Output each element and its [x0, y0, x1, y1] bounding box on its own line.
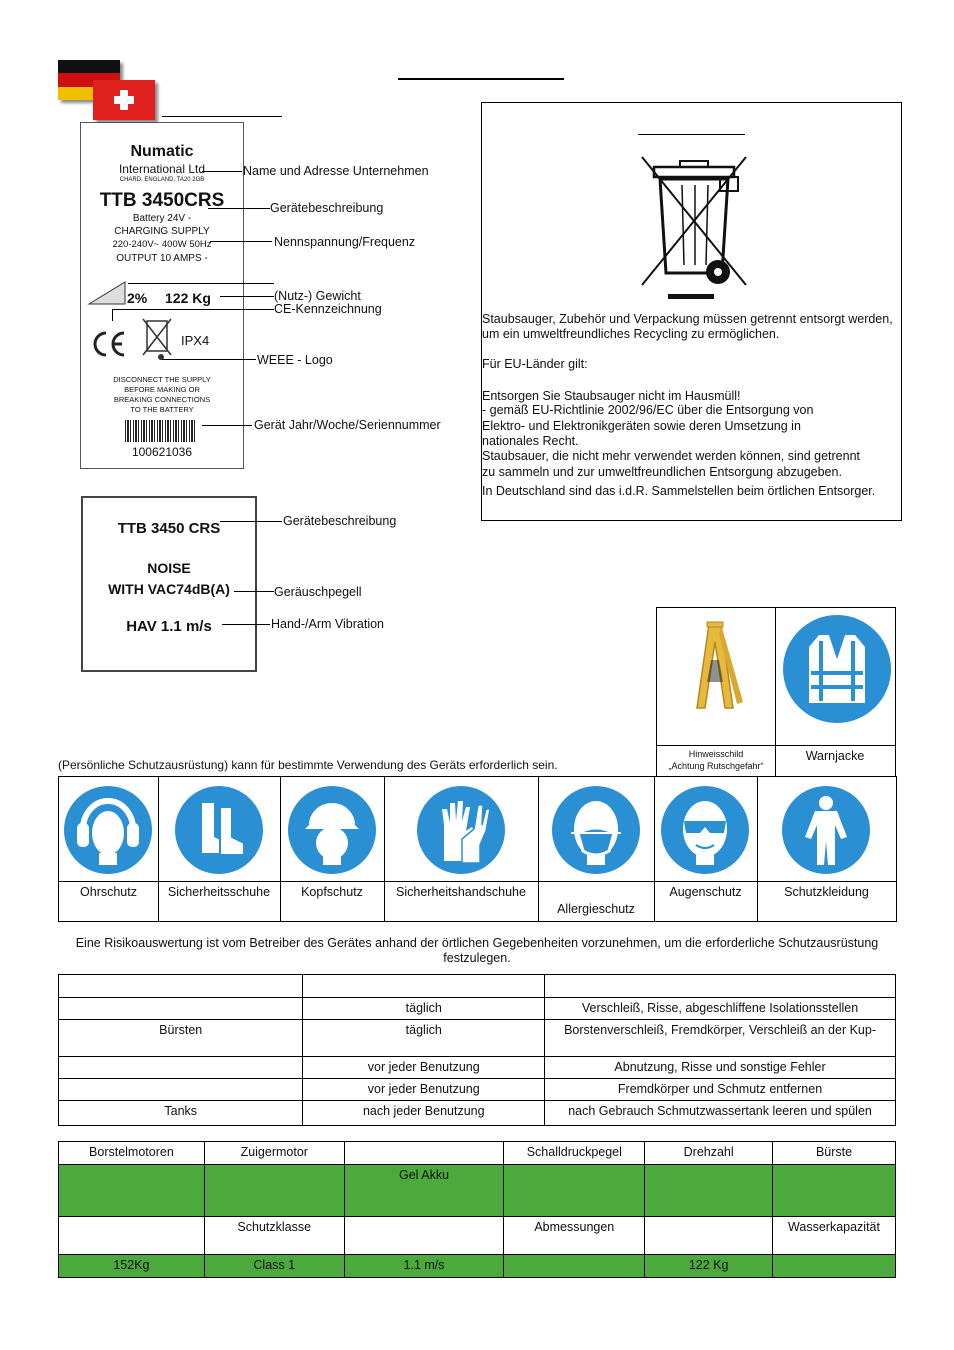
plate-model: TTB 3450CRS	[99, 190, 225, 211]
specs-value-row	[59, 1165, 896, 1217]
hi-vis-vest-icon	[781, 613, 893, 730]
weee-para3-line6: zu sammeln und zur umweltfreundlichen Entsorgung abzugeben.	[482, 465, 842, 479]
plate-output: OUTPUT 10 AMPS -	[116, 253, 208, 264]
weee-para3-line3: Elektro- und Elektronikgeräten sowie deren Umsetzung in	[482, 419, 801, 433]
maintenance-cell: täglich	[303, 1020, 545, 1057]
specs-value-cell: 1.1 m/s	[344, 1255, 504, 1278]
maintenance-cell: nach Gebrauch Schmutzwassertank leeren und spülen	[545, 1101, 896, 1126]
section-underline	[162, 116, 282, 117]
label-weee: WEEE - Logo	[257, 353, 333, 367]
specs-header-cell: Drehzahl	[645, 1142, 773, 1165]
specs-header-cell: Wasserkapazität	[773, 1217, 896, 1255]
maintenance-table	[58, 974, 896, 1126]
noise-hav: HAV 1.1 m/s	[126, 618, 212, 635]
signs-box	[656, 607, 896, 777]
plate-warning-2: BEFORE MAKING OR	[124, 385, 200, 394]
plate-warning-4: TO THE BATTERY	[130, 405, 194, 414]
noise-label-hav: Hand-/Arm Vibration	[271, 617, 385, 631]
ppe-label-clothing: Schutzkleidung	[784, 885, 869, 899]
maintenance-cell: vor jeder Benutzung	[303, 1057, 545, 1079]
maintenance-cell: täglich	[303, 998, 545, 1020]
gradient-icon	[87, 278, 127, 306]
maintenance-cell: Bürsten	[59, 1020, 303, 1057]
weee-para2: Für EU-Länder gilt:	[482, 357, 588, 371]
maintenance-cell: Abnutzung, Risse und sonstige Fehler	[545, 1057, 896, 1079]
maintenance-cell: Verschleiß, Risse, abgeschliffene Isolationsstellen	[545, 998, 896, 1020]
switzerland-flag-icon	[93, 80, 155, 120]
plate-address: CHARD, ENGLAND, TA20 2GB	[119, 177, 205, 183]
page-title-underline	[398, 78, 564, 80]
specs-header-row	[59, 1142, 896, 1165]
ppe-cell-boots	[158, 777, 281, 921]
noise-label-description: Gerätebeschreibung	[283, 514, 397, 528]
maintenance-cell	[59, 1057, 303, 1079]
noise-plate	[81, 496, 257, 672]
label-ce: CE-Kennzeichnung	[274, 302, 382, 316]
ppe-cell-gloves	[384, 777, 539, 921]
plate-serial: 100621036	[131, 445, 193, 459]
ppe-label-gloves: Sicherheitshandschuhe	[396, 885, 526, 899]
specs-header-cell	[59, 1217, 205, 1255]
specs-header-cell: Abmessungen	[504, 1217, 645, 1255]
ppe-grid	[58, 776, 897, 922]
safety-gloves-icon	[416, 785, 506, 875]
weee-para3-line4: nationales Recht.	[482, 434, 579, 448]
plate-weight: 122 Kg	[165, 290, 211, 306]
noise-label-noise: Geräuschpegell	[274, 585, 362, 599]
maintenance-cell	[59, 998, 303, 1020]
head-protection-icon	[287, 785, 377, 875]
specs-value-cell: 122 Kg	[645, 1255, 773, 1278]
specs-header-cell	[645, 1217, 773, 1255]
sign-hinweis-line1: Hinweisschild	[688, 749, 744, 759]
maintenance-cell: vor jeder Benutzung	[303, 1079, 545, 1101]
safety-boots-icon	[174, 785, 264, 875]
ppe-intro: (Persönliche Schutzausrüstung) kann für bestimmte Verwendung des Geräts erforderlich sein.	[58, 758, 558, 772]
label-voltage-frequency: Nennspannung/Frequenz	[274, 235, 416, 249]
ppe-label-boots: Sicherheitsschuhe	[167, 885, 271, 899]
specs-header-cell	[344, 1217, 504, 1255]
ppe-cell-clothing	[757, 777, 896, 921]
eye-protection-icon	[660, 785, 750, 875]
risk-note-line1: Eine Risikoauswertung ist vom Betreiber des Gerätes anhand der örtlichen Gegebenheiten vorzunehmen, um die erforderliche Schutzausrüstung	[75, 936, 879, 950]
maintenance-row	[59, 975, 896, 998]
weee-info-box	[481, 102, 902, 521]
dust-mask-icon	[551, 785, 641, 875]
risk-note-line2: festzulegen.	[443, 951, 511, 965]
ce-mark-icon	[91, 328, 127, 367]
label-description: Gerätebeschreibung	[270, 201, 384, 215]
plate-brand: Numatic	[130, 143, 194, 160]
noise-model: TTB 3450 CRS	[117, 520, 221, 537]
weee-para1-line2: um ein umweltfreundliches Recycling zu ermöglichen.	[482, 327, 780, 341]
specs-value-cell	[504, 1165, 645, 1217]
maintenance-row	[59, 1020, 896, 1057]
specs-value-cell	[504, 1255, 645, 1278]
weee-para1-line1: Staubsauger, Zubehör und Verpackung müssen getrennt entsorgt werden,	[482, 312, 893, 326]
plate-gradient: 2%	[127, 290, 148, 306]
plate-charging: CHARGING SUPPLY	[114, 226, 210, 237]
ppe-cell-mask	[538, 777, 655, 921]
label-name-address: Name und Adresse Unternehmen	[243, 164, 429, 178]
specs-header-cell: Zuigermotor	[204, 1142, 344, 1165]
specs-header-cell	[344, 1142, 504, 1165]
specs-value-cell	[645, 1165, 773, 1217]
specs-header-cell: Schutzklasse	[204, 1217, 344, 1255]
specs-value-cell: 152Kg	[59, 1255, 205, 1278]
specs-value-cell: Class 1	[204, 1255, 344, 1278]
noise-title: NOISE	[147, 560, 191, 576]
ppe-label-eye: Augenschutz	[669, 885, 742, 899]
maintenance-cell: Fremdkörper und Schmutz entfernen	[545, 1079, 896, 1101]
maintenance-row	[59, 1057, 896, 1079]
specs-header-cell: Borstelmotoren	[59, 1142, 205, 1165]
maintenance-cell	[545, 975, 896, 998]
maintenance-cell	[59, 1079, 303, 1101]
ppe-cell-head	[280, 777, 385, 921]
weee-small-icon	[137, 313, 177, 370]
plate-warning-1: DISCONNECT THE SUPPLY	[113, 375, 211, 384]
barcode-icon	[125, 420, 197, 442]
maintenance-cell	[59, 975, 303, 998]
maintenance-cell	[303, 975, 545, 998]
sign-warnjacke: Warnjacke	[805, 749, 865, 763]
label-weight: (Nutz-) Gewicht	[274, 289, 361, 303]
specs-value-row	[59, 1255, 896, 1278]
plate-voltage: 220-240V~ 400W 50Hz	[112, 239, 212, 250]
ear-protection-icon	[63, 785, 153, 875]
weee-para3-line1: Entsorgen Sie Staubsauger nicht im Hausmüll!	[482, 389, 741, 403]
weee-para4: In Deutschland sind das i.d.R. Sammelstellen beim örtlichen Entsorger.	[482, 484, 876, 498]
specs-value-cell	[773, 1255, 896, 1278]
maintenance-cell: Tanks	[59, 1101, 303, 1126]
specs-value-cell	[773, 1165, 896, 1217]
specs-header-cell: Schalldruckpegel	[504, 1142, 645, 1165]
plate-ip: IPX4	[181, 333, 210, 348]
plate-battery: Battery 24V -	[132, 213, 192, 224]
specs-header-cell: Bürste	[773, 1142, 896, 1165]
specs-value-cell	[59, 1165, 205, 1217]
specs-value-cell: Gel Akku	[344, 1165, 504, 1217]
label-year-serial: Gerät Jahr/Woche/Seriennummer	[254, 418, 441, 432]
maintenance-row	[59, 998, 896, 1020]
weee-para3-line5: Staubsauer, die nicht mehr verwendet werden können, sind getrennt	[482, 449, 861, 463]
wet-floor-sign-icon	[685, 620, 749, 717]
plate-warning-3: BREAKING CONNECTIONS	[113, 395, 211, 404]
sign-hinweis-line2: „Achtung Rutschgefahr“	[668, 761, 764, 771]
ppe-label-ear: Ohrschutz	[80, 885, 137, 899]
protective-clothing-icon	[781, 785, 871, 875]
specs-table	[58, 1141, 896, 1278]
weee-para3-line2: - gemäß EU-Richtlinie 2002/96/EC über die Entsorgung von	[482, 403, 814, 417]
maintenance-row	[59, 1079, 896, 1101]
ppe-label-head: Kopfschutz	[301, 885, 363, 899]
specs-header-row	[59, 1217, 896, 1255]
maintenance-cell: Borstenverschleiß, Fremdkörper, Verschleiß an der Kup-	[545, 1020, 896, 1057]
ppe-cell-eye	[654, 777, 758, 921]
plate-company: International Ltd	[118, 162, 206, 176]
maintenance-cell: nach jeder Benutzung	[303, 1101, 545, 1126]
ppe-cell-ear	[59, 777, 159, 921]
noise-vac: WITH VAC74dB(A)	[108, 581, 230, 597]
ppe-label-mask: Allergieschutz	[557, 902, 635, 916]
maintenance-row	[59, 1101, 896, 1126]
specs-value-cell	[204, 1165, 344, 1217]
weee-bin-icon	[640, 155, 750, 305]
